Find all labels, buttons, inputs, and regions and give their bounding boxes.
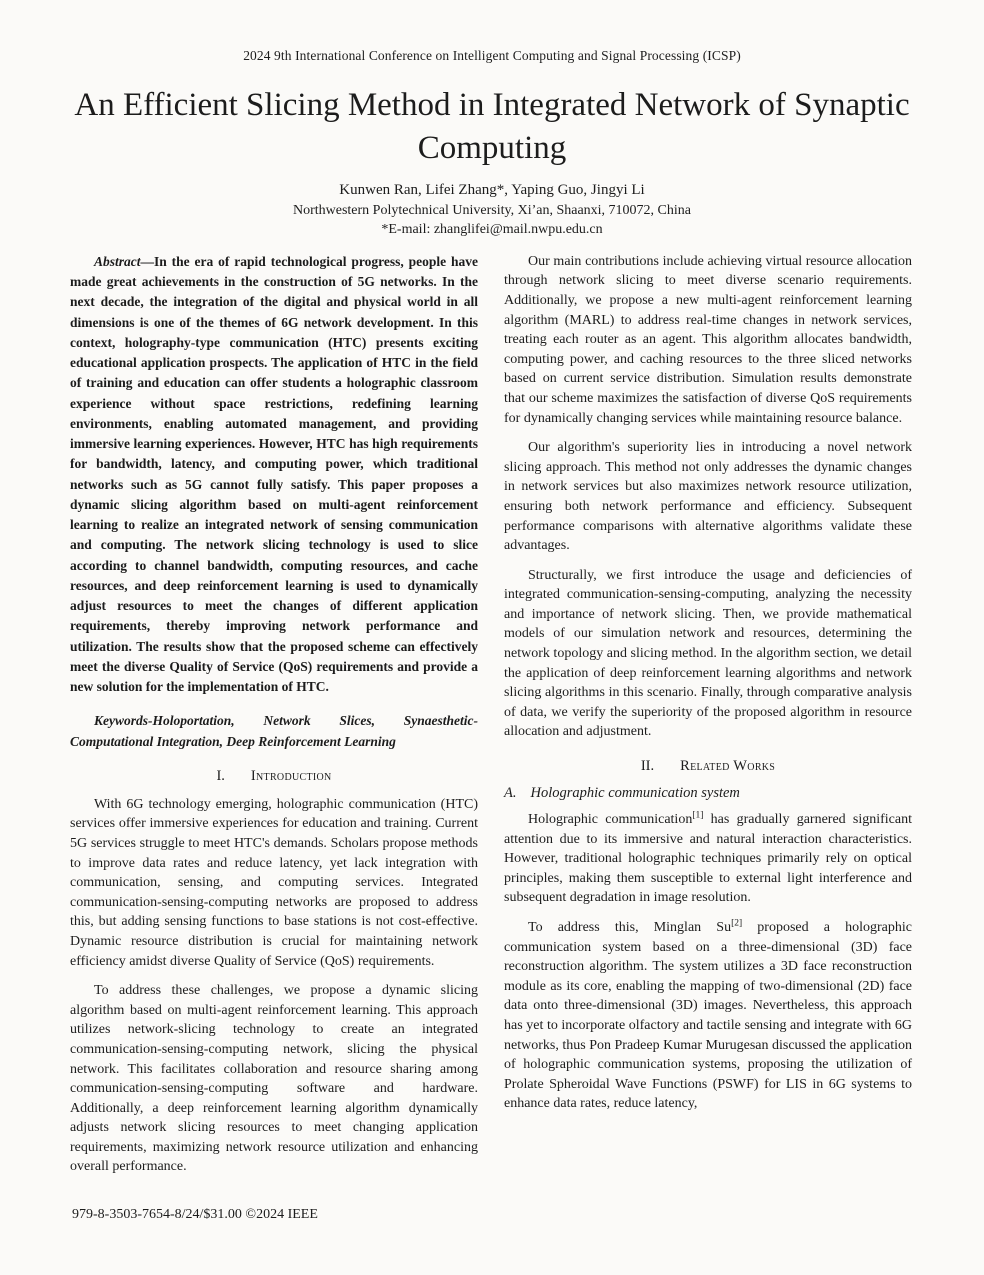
abstract-label: Abstract <box>94 253 141 269</box>
copyright-notice: 979-8-3503-7654-8/24/$31.00 ©2024 IEEE <box>72 1207 318 1222</box>
paragraph-text: To address this, Minglan Su <box>528 920 732 935</box>
subsection-heading-holographic <box>504 785 912 802</box>
intro-paragraph-2: To address these challenges, we propose a dynamic slicing algorithm based on multi-agent reinforcement learning. This approach utilizes network-slicing technology to create an integrated communication-sensing-computing network, slicing the physical network. This facilitates collaboration and resource sharing among communication-sensing-computing software and hardware. Additionally, a deep reinforcement learning algorithm dynamically adjusts network slicing resources to meet changing application requirements, maximizing network resource utilization and enhancing overall performance. <box>70 983 478 1175</box>
citation-ref-1: [1] <box>692 810 704 821</box>
related-paragraph-1 <box>504 810 912 908</box>
author-list: Kunwen Ran, Lifei Zhang*, Yaping Guo, Jingyi Li <box>339 181 645 198</box>
intro-paragraph-1: With 6G technology emerging, holographic communication (HTC) services offer immersive experiences for education and training. Current 5G services struggle to meet HTC's demands. Scholars propose methods to improve data rates and reduce latency, yet lack integration with communication, sensing, and computing services. Integrated communication-sensing-computing networks are proposed to address this, but adding sensing functions to base stations is not cost-effective. Dynamic resource distribution is crucial for maintaining network efficiency amidst diverse Quality of Service (QoS) requirements. <box>70 796 478 969</box>
citation-ref-2: [2] <box>731 918 743 929</box>
contact-email: *E-mail: zhanglifei@mail.nwpu.edu.cn <box>381 221 603 237</box>
section-number: I. <box>216 767 225 784</box>
contributions-paragraph-1: Our main contributions include achieving virtual resource allocation through network slicing to meet diverse scenario requirements. Additionally, we propose a new multi-agent reinforcement learning algorithm (MARL) to address real-time changes in network services, treating each router as an agent. This algorithm allocates bandwidth, computing power, and caching resources to the three sliced networks based on current service distribution. Simulation results demonstrate that our scheme maximizes the satisfaction of diverse QoS requirements for dynamically changing services while maintaining resource balance. <box>504 253 912 426</box>
right-column <box>504 252 912 1187</box>
paper-title: An Efficient Slicing Method in Integrated Network of Synaptic Computing <box>74 87 910 166</box>
subsection-label: A. <box>504 785 517 802</box>
conference-header: 2024 9th International Conference on Intelligent Computing and Signal Processing (ICSP) <box>243 48 741 63</box>
contributions-paragraph-2: Our algorithm's superiority lies in introducing a novel network slicing approach. This method not only addresses the dynamic changes in network services but also maximizes network resource utilization, ensuring both network performance and efficiency. Subsequent performance comparisons with alternative algorithms validate these advantages. <box>504 440 912 554</box>
paragraph-text: Holographic communication <box>528 812 693 828</box>
section-heading-related-works <box>504 758 912 775</box>
abstract-paragraph <box>70 252 478 698</box>
section-title: Related Works <box>680 758 776 775</box>
two-column-body <box>0 238 984 1187</box>
paragraph-text: has gradually garnered significant attention due to its immersive and natural interaction characteristics. However, traditional holographic techniques primarily rely on optical principles, making them susceptible to external light interference and subsequent degradation in image resolution. <box>504 812 912 906</box>
subsection-title: Holographic communication system <box>530 785 740 802</box>
section-number: II. <box>640 758 655 775</box>
section-heading-introduction <box>70 768 478 785</box>
abstract-text: —In the era of rapid technological progress, people have made great achievements in the construction of 5G networks. In the next decade, the integration of the digital and physical world in all dimensions is one of the themes of 6G network development. In this context, holography-type communication (HTC) presents exciting educational application prospects. The application of HTC in the field of training and education can offer students a holographic classroom experience without space restrictions, redefining learning environments, enabling automated management, and providing immersive learning experiences. However, HTC has high requirements for bandwidth, latency, and computing power, which traditional networks such as 5G cannot fully satisfy. This paper proposes a dynamic slicing algorithm based on multi-agent reinforcement learning to realize an integrated network of sensing communication and computing. The network slicing technology is used to slice according to channel bandwidth, computing resources, and cache resources, and deep reinforcement learning is used to dynamically adjust resources to meet the changes of different application requirements, thereby improving network performance and utilization. The results show that the proposed scheme can effectively meet the diverse Quality of Service (QoS) requirements and provide a new solution for the implementation of HTC. <box>70 253 478 695</box>
related-paragraph-2 <box>504 918 912 1114</box>
paragraph-text: proposed a holographic communication system based on a three-dimensional (3D) face reconstruction algorithm. The system utilizes a 3D face reconstruction module as its core, enabling the mapping of two-dimensional (2D) face data onto three-dimensional (3D) images. Nevertheless, this approach has yet to incorporate olfactory and tactile sensing and integrate with 6G networks, thus Pon Pradeep Kumar Murugesan discussed the application of holographic communication systems, proposing the utilization of Prolate Spheroidal Wave Functions (PSWF) for LIS in 6G systems to enhance data rates, reduce latency, <box>504 920 912 1112</box>
affiliation: Northwestern Polytechnical University, Xi’an, Shaanxi, 710072, China <box>292 202 691 218</box>
structure-paragraph: Structurally, we first introduce the usage and deficiencies of integrated communication-sensing-computing, analyzing the necessity and importance of network slicing. Then, we provide mathematical models of our simulation network and resources, determining the network topology and slicing method. In the algorithm section, we detail the application of deep reinforcement learning algorithms and network slicing algorithms in this scenario. Finally, through comparative analysis of data, we verify the superiority of the proposed algorithm in resource allocation and adjustment. <box>504 567 912 740</box>
left-column <box>70 252 478 1187</box>
keywords-paragraph: Keywords-Holoportation, Network Slices, Synaesthetic-Computational Integration, Deep Reinforcement Learning <box>70 713 478 749</box>
section-title: Introduction <box>250 767 332 784</box>
